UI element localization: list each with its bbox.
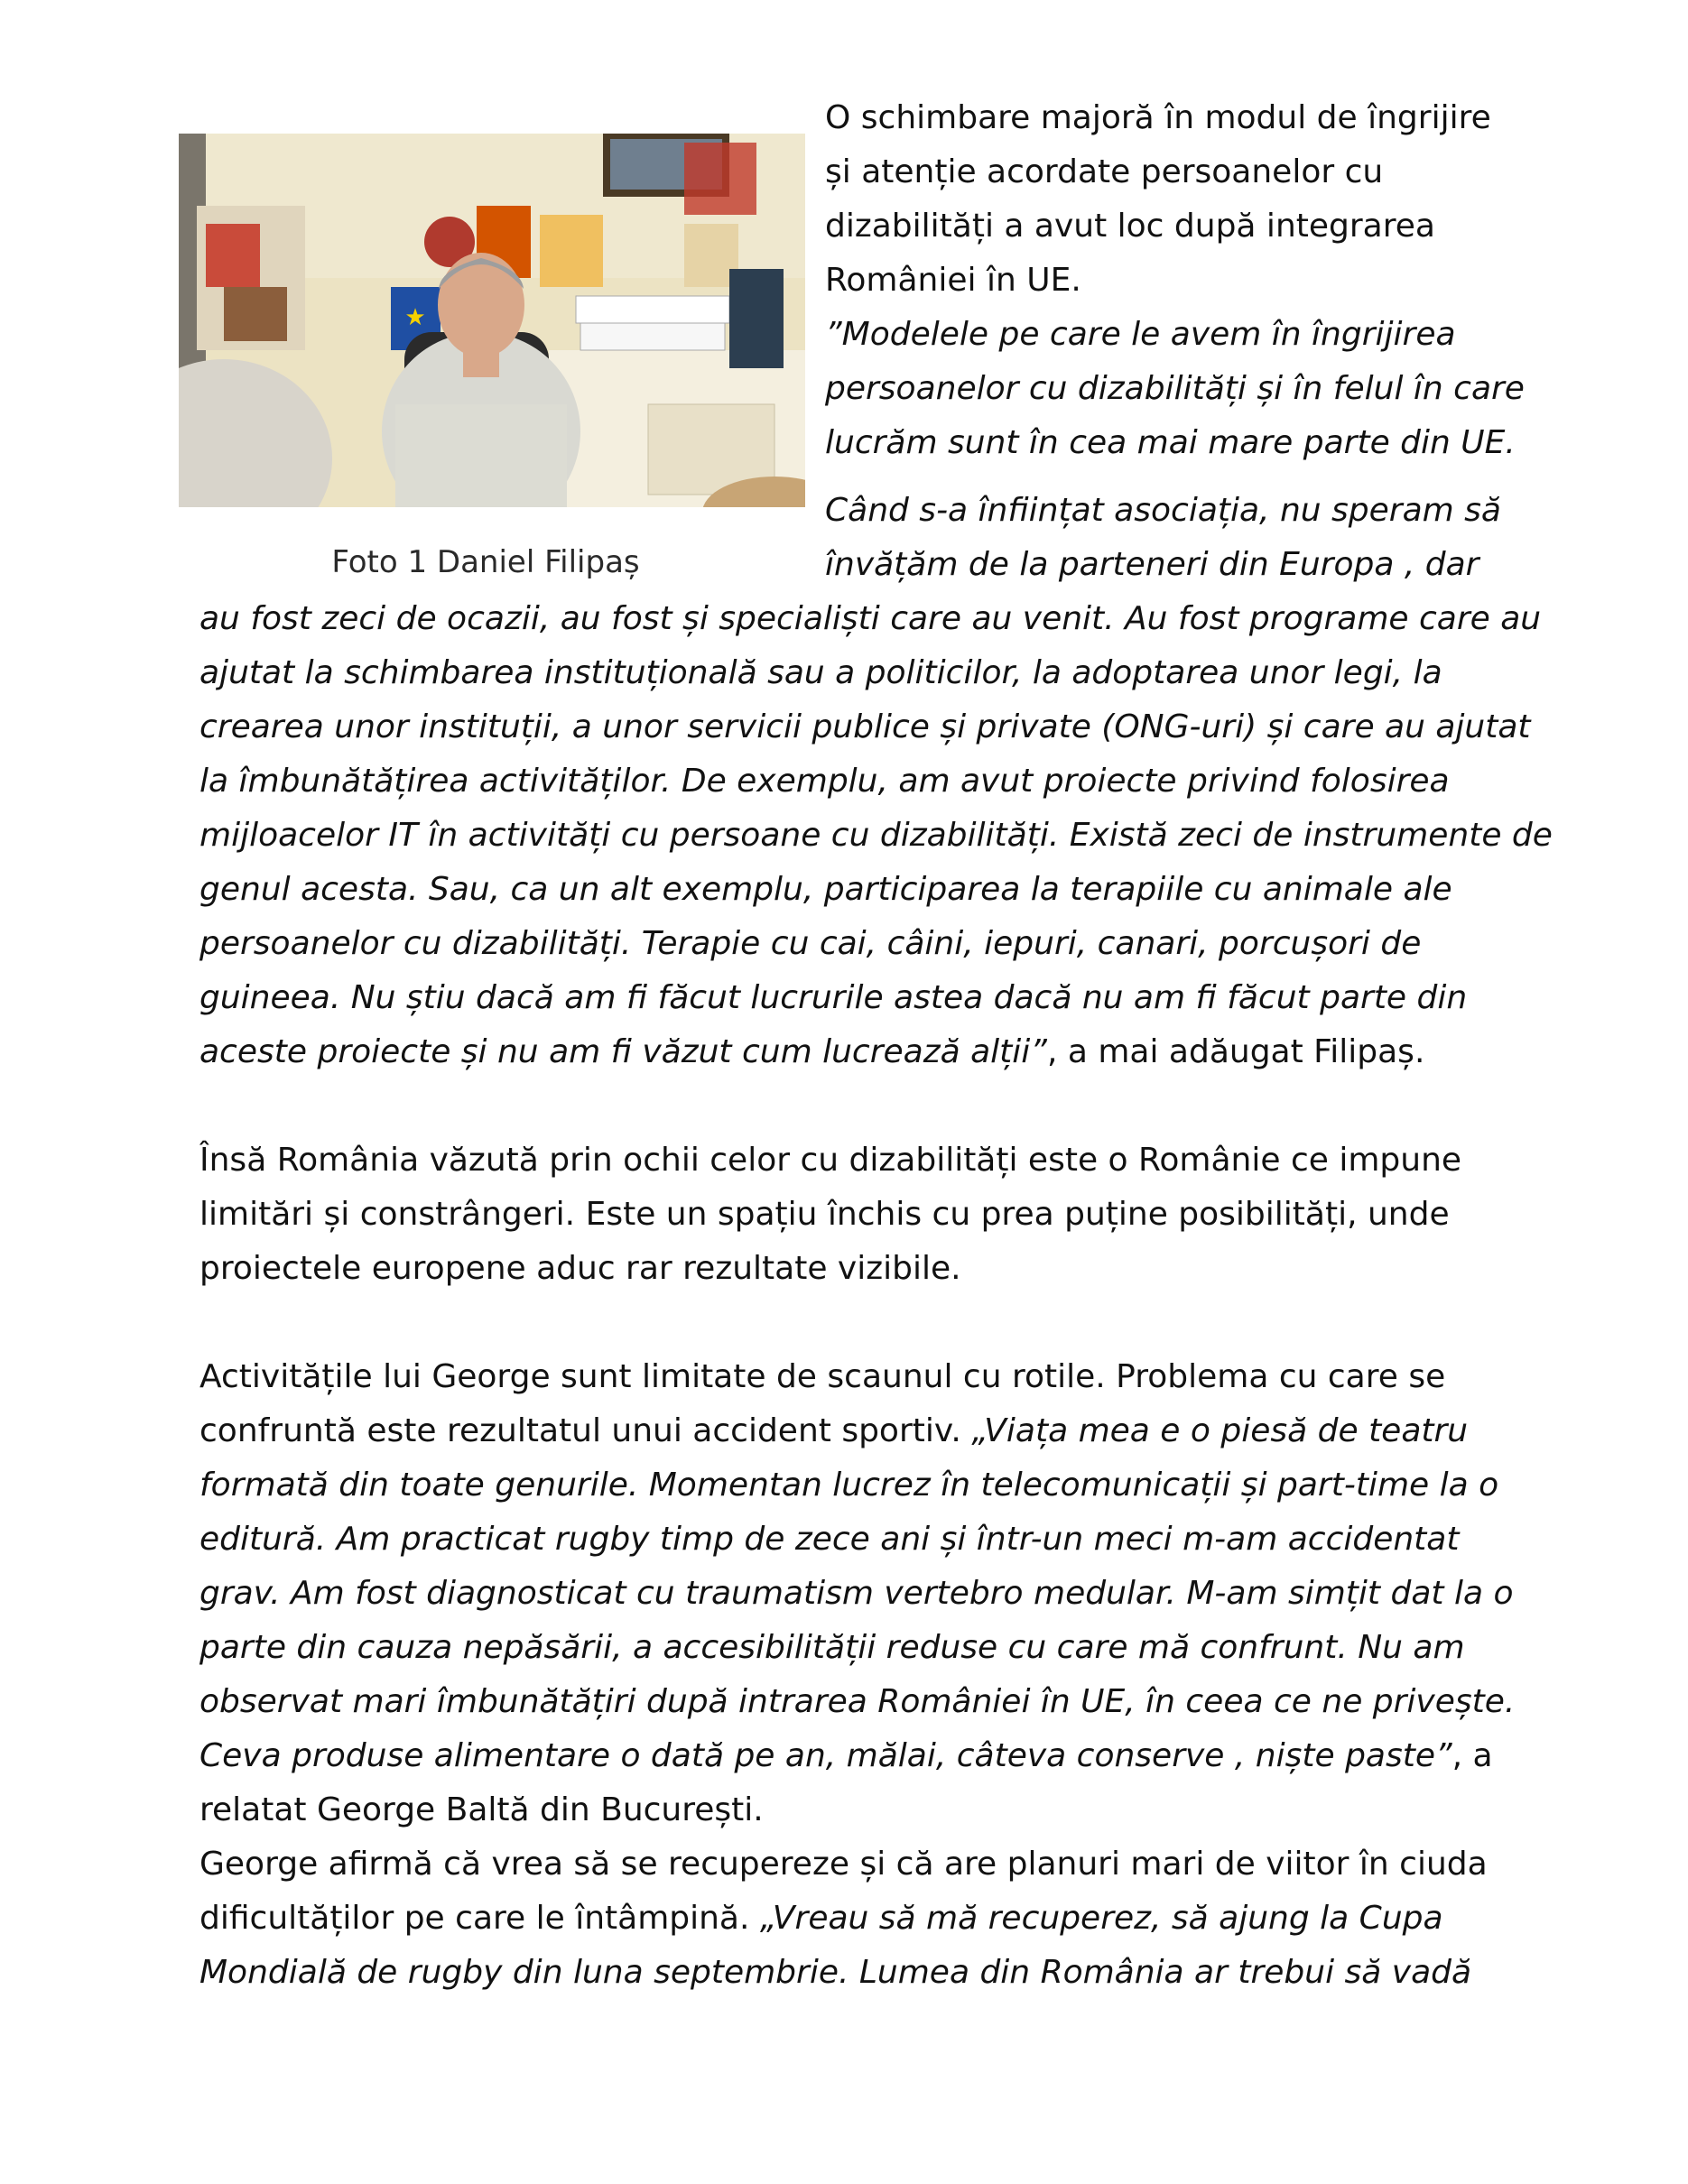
- text-segment: ajutat la schimbarea instituțională sau a politicilor, la adoptarea unor legi, la: [199, 654, 1442, 691]
- text-segment: limitări și constrângeri. Este un spațiu închis cu prea puține posibilități, unde: [199, 1196, 1450, 1233]
- text-line: [825, 423, 1516, 463]
- text-segment: genul acesta. Sau, ca un alt exemplu, participarea la terapiile cu animale ale: [199, 871, 1452, 908]
- text-line: [199, 762, 1450, 801]
- text-line: [825, 153, 1383, 192]
- text-line: [825, 207, 1435, 246]
- text-segment: relatat George Baltă din București.: [199, 1791, 764, 1828]
- text-line: [199, 1953, 1471, 1993]
- office-photo: [179, 134, 805, 507]
- text-segment: la îmbunătățirea activităților. De exemplu, am avut proiecte privind folosirea: [199, 763, 1450, 800]
- text-line: [825, 261, 1081, 301]
- text-line: [199, 1411, 1468, 1451]
- text-line: [199, 1466, 1498, 1505]
- text-line: [199, 599, 1541, 639]
- text-segment: dificultăților pe care le întâmpină.: [199, 1900, 760, 1937]
- text-segment: crearea unor instituții, a unor servicii publice și private (ONG-uri) și care au ajutat: [199, 708, 1531, 745]
- text-line: [199, 816, 1553, 856]
- text-segment: ”Modelele pe care le avem în îngrijirea: [825, 316, 1456, 353]
- text-segment: proiectele europene aduc rar rezultate vizibile.: [199, 1250, 961, 1287]
- text-line: [199, 1682, 1515, 1722]
- text-segment: persoanelor cu dizabilități. Terapie cu cai, câini, iepuri, canari, porcușori de: [199, 925, 1422, 962]
- text-line: [825, 545, 1479, 585]
- text-segment: aceste proiecte și nu am fi văzut cum lucrează alții”: [199, 1033, 1047, 1070]
- text-segment: „Vreau să mă recuperez, să ajung la Cupa: [759, 1900, 1443, 1937]
- text-line: [199, 1574, 1513, 1614]
- text-line: [199, 1032, 1424, 1072]
- text-line: [199, 978, 1467, 1018]
- photo-daniel-filipas: [179, 134, 805, 507]
- text-segment: confruntă este rezultatul unui accident sportiv.: [199, 1412, 972, 1449]
- text-line: [199, 653, 1442, 693]
- text-segment: persoanelor cu dizabilități și în felul în care: [825, 370, 1525, 407]
- text-segment: Ceva produse alimentare o dată pe an, mălai, câteva conserve , niște paste”: [199, 1737, 1452, 1774]
- text-segment: guineea. Nu știu dacă am fi făcut lucrurile astea dacă nu am fi făcut parte din: [199, 979, 1468, 1016]
- text-line: [199, 870, 1452, 910]
- text-line: [199, 1791, 764, 1830]
- text-line: [825, 491, 1501, 531]
- text-segment: formată din toate genurile. Momentan lucrez în telecomunicații și part-time la o: [199, 1467, 1499, 1504]
- text-line: [199, 708, 1531, 747]
- text-segment: parte din cauza nepăsării, a accesibilității reduse cu care mă confrunt. Nu am: [199, 1629, 1465, 1666]
- text-line: [199, 1357, 1445, 1397]
- eu-flag-stars: ★: [404, 304, 426, 331]
- text-line: [199, 1845, 1488, 1884]
- text-line: [199, 1899, 1443, 1939]
- text-segment: dizabilități a avut loc după integrarea: [825, 208, 1435, 245]
- text-segment: României în UE.: [825, 262, 1081, 299]
- text-segment: lucrăm sunt în cea mai mare parte din UE.: [825, 424, 1516, 461]
- text-line: [199, 1141, 1461, 1180]
- text-segment: George afirmă că vrea să se recupereze și că are planuri mari de viitor în ciuda: [199, 1846, 1488, 1883]
- photo-caption: Foto 1 Daniel Filipaș: [331, 544, 640, 580]
- text-line: [199, 1628, 1465, 1668]
- text-line: [199, 1736, 1493, 1776]
- text-segment: și atenție acordate persoanelor cu: [825, 153, 1384, 190]
- text-segment: , a mai adăugat Filipaș.: [1046, 1033, 1425, 1070]
- text-line: [199, 924, 1421, 964]
- text-line: [825, 369, 1525, 409]
- text-line: [825, 98, 1491, 138]
- text-segment: observat mari îmbunătățiri după intrarea României în UE, în ceea ce ne privește.: [199, 1683, 1516, 1720]
- text-segment: O schimbare majoră în modul de îngrijire: [825, 99, 1491, 136]
- text-segment: grav. Am fost diagnosticat cu traumatism vertebro medular. M-am simțit dat la o: [199, 1575, 1514, 1612]
- text-line: [199, 1249, 961, 1289]
- text-segment: Când s-a înființat asociația, nu speram să: [825, 492, 1501, 529]
- text-segment: , a: [1451, 1737, 1493, 1774]
- text-line: [825, 315, 1456, 355]
- text-segment: mijloacelor IT în activități cu persoane cu dizabilități. Există zeci de instrumente de: [199, 817, 1553, 854]
- text-segment: învățăm de la parteneri din Europa , dar: [825, 546, 1479, 583]
- text-segment: Mondială de rugby din luna septembrie. Lumea din România ar trebui să vadă: [199, 1954, 1472, 1991]
- text-segment: editură. Am practicat rugby timp de zece ani și într-un meci m-am accidentat: [199, 1521, 1460, 1558]
- text-segment: Activitățile lui George sunt limitate de scaunul cu rotile. Problema cu care se: [199, 1358, 1446, 1395]
- text-line: [199, 1195, 1450, 1235]
- text-segment: „Viața mea e o piesă de teatru: [971, 1412, 1469, 1449]
- text-segment: au fost zeci de ocazii, au fost și specialiști care au venit. Au fost programe care au: [199, 600, 1542, 637]
- text-line: [199, 1520, 1459, 1559]
- text-segment: Însă România văzută prin ochii celor cu dizabilități este o Românie ce impune: [199, 1142, 1462, 1179]
